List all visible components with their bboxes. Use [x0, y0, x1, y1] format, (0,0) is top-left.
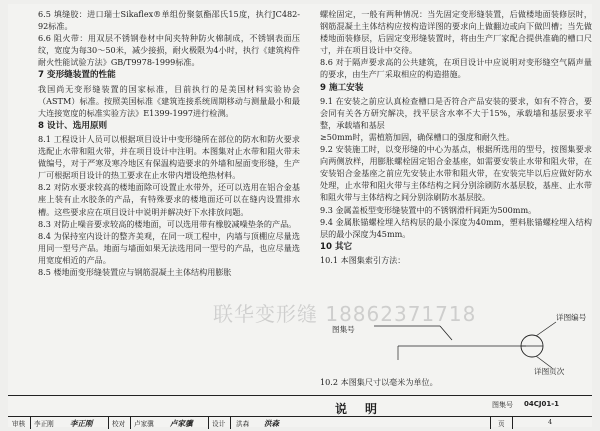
right-paragraph: 9.1 在安装之前应认真检查槽口是否符合产品安装的要求，如有不符合，要会同有关各方研究解决，找平层含水率不大于15%，承载墙和基层要求平整，承载墙和基层: [320, 95, 592, 130]
after-diagram-text: [320, 376, 592, 388]
title-block-title: 说明: [334, 402, 395, 416]
page-label: 页: [498, 420, 505, 428]
right-paragraph: 螺栓固定，一般有两种情况：当先固定变形缝装置，后做楼地面装修层时，钢筋混凝土主体结构应按构造详图的要求向上做翻边或向下做凹槽；当先做楼地面装修层，后固定变形缝装置时，将由生产厂家配合提供准确的槽口尺寸，并在项目设计中交待。: [320, 9, 592, 56]
left-paragraph: 8.1 工程设计人员可以根据项目设计中变形缝所在部位的防水和防火要求选配止水带和阻火带，并在项目设计中注明。本图集对止水带和阻火带未做编号，对于严寒及寒冷地区有保温构造要求的外墙和屋面变形缝，生产厂可根据项目设计的热工要求在止水带内增设绝热材料。: [38, 133, 300, 181]
design-name: 洪森: [236, 420, 250, 428]
check-name: 卢家骥: [134, 420, 154, 428]
left-paragraph: 我国尚无变形缝装置的国家标准，目前执行的是美国材料实验协会（ASTM）标准。按照美国标准《建筑连接系统周期移动与测量最小和最大连接宽度的标准实验方法》E1399-1997进行检测。: [38, 83, 300, 118]
paragraph-10-2: 10.2 本图集尺寸以毫米为单位。: [320, 377, 438, 387]
left-paragraph: 8.2 对防水要求较高的楼地面除可设置止水带外，还可以选用在铝合金基座上装有止水胶条的产品，有特殊要求的楼地面还可以在缝内设置排水槽。这些要求应在项目设计中说明并解决好下水排放问题。: [38, 182, 300, 217]
right-paragraph: 9.4 金属胀锚螺栓埋入结构层的最小深度为40mm，塑料胀锚螺栓埋入结构层的最小深度为45mm。: [320, 216, 592, 239]
design-signature: 洪森: [264, 419, 279, 428]
left-heading: 8 设计、选用原则: [38, 120, 108, 131]
left-heading: 7 变形缝装置的性能: [38, 70, 116, 81]
right-paragraph: 10.1 本图集索引方法：: [320, 254, 406, 265]
label-detail-page: 详图页次: [534, 367, 565, 376]
review-label: 审核: [12, 420, 26, 428]
right-heading: 9 施工安装: [320, 82, 364, 93]
right-heading: 10 其它: [320, 241, 353, 252]
page-value: 4: [548, 418, 553, 426]
left-paragraph: 8.5 楼地面变形缝装置应与钢筋混凝土主体结构用膨胀: [38, 266, 232, 277]
detail-number-leader: [536, 322, 556, 336]
right-paragraph: 8.6 对于隔声要求高的公共建筑，在项目设计中应说明对变形缝空气隔声量的要求，由生产厂采取相应的构造措施。: [320, 57, 592, 80]
right-paragraph: 9.2 安装施工时，以变形缝的中心为基点，根据所选用的型号，按图集要求向两侧放样，用膨胀螺栓固定铝合金基座，如需要安装止水带和阻火带，在安装铝合金基座之前应先安装止水带和阻火带，在安装完毕以后应做好防水处理，止水带和阻火带与主体结构之间分别涂刷防水基层胶，基座、止水带和阻火带与主体结构之间分别涂刷防水基层胶。: [320, 144, 592, 203]
design-label: 设计: [212, 420, 226, 428]
left-paragraph: 6.6 阻火带：用双层不锈钢卷材中间夹特种防火棉制成，不锈钢表面压纹，宽度为每30～50米，减少接损，耐火极限为4小时，执行《建筑构件耐火性能试验方法》GB/T9978-1999标准。: [38, 33, 300, 68]
right-column: [320, 8, 592, 266]
right-paragraph: ≥50mm时，需植筋加固，确保槽口的强度和耐久性。: [320, 131, 515, 142]
review-name: 李正刚: [34, 420, 54, 428]
label-detail-no: 详图编号: [556, 313, 587, 322]
signature-row: [8, 416, 592, 429]
left-paragraph: 8.4 为保持室内设计的整齐美观，在同一项工程中，内墙与顶棚应尽量选用同一型号产品。地面与墙面如果无法选用同一型号的产品，也应尽量选用宽度相近的产品。: [38, 230, 300, 265]
left-paragraph: 6.5 填缝胶：进口瑞士Sikaflex®单组份聚氨酯邵氏15度，执行JC482-92标准。: [38, 9, 300, 32]
watermark-text: 联华变形缝 18862371718: [213, 302, 477, 326]
atlas-no-value: 04CJ01-1: [524, 400, 559, 408]
atlas-no-label: 图集号: [492, 401, 513, 409]
label-atlas-no: 图集号: [332, 325, 355, 334]
check-signature: 卢家骥: [170, 419, 193, 428]
index-method-diagram: [320, 313, 592, 378]
right-paragraph: 9.3 金属盖板型变形缝装置中的不锈钢滑杆间距为500mm。: [320, 204, 537, 215]
review-signature: 李正刚: [70, 419, 93, 428]
left-paragraph: 8.3 对防止噪音要求较高的楼地面，可以选用带有橡胶减噪垫条的产品。: [38, 218, 297, 229]
check-label: 校对: [112, 420, 126, 428]
atlas-leader-diag: [440, 326, 452, 340]
title-block: [8, 395, 592, 428]
document-page: [8, 4, 592, 427]
left-column: [38, 8, 300, 278]
